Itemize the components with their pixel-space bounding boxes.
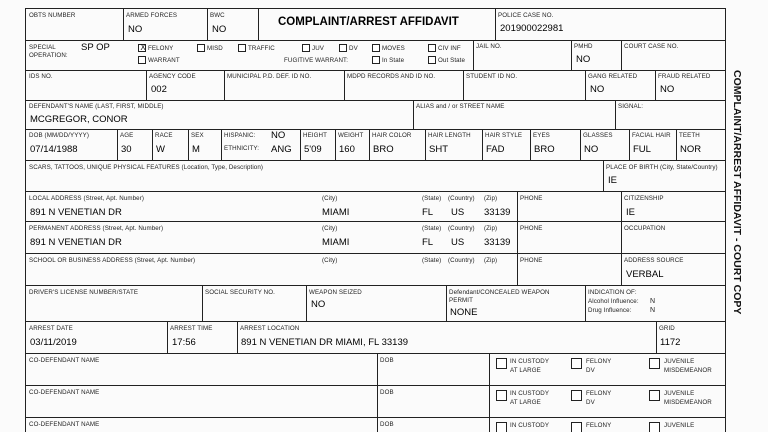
- felony-label: FELONY: [586, 422, 612, 429]
- obts-label: OBTS NUMBER: [29, 12, 76, 19]
- armed-forces-value: NO: [128, 24, 143, 35]
- permanent-state-label: (State): [422, 225, 442, 232]
- civ-inf-label: CIV INF: [438, 45, 461, 52]
- concealed-weapon-label: Defendant/CONCEALED WEAPON: [449, 289, 550, 296]
- in-custody-checkbox[interactable]: [496, 358, 507, 369]
- teeth-label: TEETH: [679, 132, 700, 139]
- bwc-value: NO: [212, 24, 227, 35]
- traffic-checkbox[interactable]: [238, 44, 246, 52]
- defendant-name-value: MCGREGOR, CONOR: [30, 114, 128, 125]
- misd-label: MISD: [207, 45, 223, 52]
- alcohol-influence-label: Alcohol Influence:: [588, 298, 639, 305]
- dv-checkbox[interactable]: [339, 44, 347, 52]
- civ-inf-checkbox[interactable]: [428, 44, 436, 52]
- warrant-label: WARRANT: [148, 57, 180, 64]
- special-operation-value: SP OP: [81, 42, 110, 53]
- court-case-label: COURT CASE NO.: [624, 43, 679, 50]
- moves-checkbox[interactable]: [372, 44, 380, 52]
- place-of-birth-value: IE: [608, 175, 617, 186]
- dv-label: DV: [349, 45, 358, 52]
- local-zip-label: (Zip): [484, 195, 498, 202]
- local-country-label: (Country): [448, 195, 475, 202]
- warrant-checkbox[interactable]: [138, 56, 146, 64]
- police-case-label: POLICE CASE NO.: [498, 12, 554, 19]
- ethnicity-label: ETHNICITY:: [224, 145, 260, 152]
- weapon-seized-label: WEAPON SEIZED: [309, 289, 362, 296]
- sex-label: SEX: [191, 132, 204, 139]
- in-state-label: In State: [382, 57, 405, 64]
- hair-length-value: SHT: [429, 144, 448, 155]
- scars-label: SCARS, TATTOOS, UNIQUE PHYSICAL FEATURES (Location, Type, Description): [29, 164, 264, 171]
- fraud-related-label: FRAUD RELATED: [658, 73, 711, 80]
- traffic-label: TRAFFIC: [248, 45, 275, 52]
- fraud-related-value: NO: [660, 84, 675, 95]
- in-custody-label: IN CUSTODY: [510, 390, 550, 397]
- special-operation-label-1: SPECIAL: [29, 44, 56, 51]
- school-state-label: (State): [422, 257, 442, 264]
- special-operation-label-2: OPERATION:: [29, 52, 68, 59]
- permanent-city-label: (City): [322, 225, 338, 232]
- student-id-label: STUDENT ID NO.: [466, 73, 518, 80]
- misdemeanor-label: MISDEMEANOR: [664, 367, 712, 374]
- drug-influence-label: Drug Influence:: [588, 307, 632, 314]
- permanent-state-value: FL: [422, 237, 434, 248]
- ssn-label: SOCIAL SECURITY NO.: [205, 289, 275, 296]
- weight-value: 160: [339, 144, 355, 155]
- at-large-label: AT LARGE: [510, 399, 541, 406]
- side-title: COMPLAINT/ARREST AFFIDAVIT - COURT COPY: [731, 70, 743, 315]
- juvenile-checkbox[interactable]: [649, 358, 660, 369]
- weapon-seized-value: NO: [311, 299, 326, 310]
- facial-hair-label: FACIAL HAIR: [632, 132, 671, 139]
- ethnicity-value: ANG: [271, 144, 292, 155]
- occupation-label: OCCUPATION: [624, 225, 666, 232]
- hispanic-label: HISPANIC:: [224, 132, 256, 139]
- drug-influence-value: N: [650, 307, 656, 314]
- in-custody-label: IN CUSTODY: [510, 422, 550, 429]
- weight-label: WEIGHT: [338, 132, 364, 139]
- permanent-zip-value: 33139: [484, 237, 511, 248]
- local-country-value: US: [451, 207, 465, 218]
- dob-label: DOB (MM/DD/YYYY): [29, 132, 90, 139]
- permanent-address-label: PERMANENT ADDRESS (Street, Apt. Number): [29, 225, 164, 232]
- arrest-date-value: 03/11/2019: [30, 337, 77, 348]
- race-label: RACE: [155, 132, 173, 139]
- permanent-country-label: (Country): [448, 225, 475, 232]
- codefendant-name-label: CO-DEFENDANT NAME: [29, 421, 100, 428]
- permanent-country-value: US: [451, 237, 465, 248]
- arrest-time-value: 17:56: [172, 337, 196, 348]
- side-title-container: [729, 70, 743, 370]
- arrest-location-label: ARREST LOCATION: [240, 325, 300, 332]
- out-state-checkbox[interactable]: [428, 56, 436, 64]
- local-address-label: LOCAL ADDRESS (Street, Apt. Number): [29, 195, 145, 202]
- gang-related-label: GANG RELATED: [588, 73, 638, 80]
- hair-style-label: HAIR STYLE: [485, 132, 523, 139]
- school-address-label: SCHOOL OR BUSINESS ADDRESS (Street, Apt. Number): [29, 257, 196, 264]
- ids-label: IDS NO.: [29, 73, 53, 80]
- felony-checkbox[interactable]: [571, 390, 582, 401]
- local-zip-value: 33139: [484, 207, 511, 218]
- school-country-label: (Country): [448, 257, 475, 264]
- permanent-zip-label: (Zip): [484, 225, 498, 232]
- felony-label: FELONY: [148, 45, 174, 52]
- codefendant-dob-label: DOB: [380, 421, 394, 428]
- arrest-date-label: ARREST DATE: [29, 325, 73, 332]
- form-title: COMPLAINT/ARREST AFFIDAVIT: [278, 16, 459, 28]
- local-phone-label: PHONE: [520, 195, 543, 202]
- codefendant-dob-label: DOB: [380, 357, 394, 364]
- permanent-address-value: 891 N VENETIAN DR: [30, 237, 122, 248]
- school-phone-label: PHONE: [520, 257, 543, 264]
- facial-hair-value: FUL: [633, 144, 651, 155]
- permanent-phone-label: PHONE: [520, 225, 543, 232]
- age-label: AGE: [120, 132, 134, 139]
- grid-value: 1172: [660, 337, 681, 348]
- felony-checkbox[interactable]: [571, 358, 582, 369]
- felony-checkbox[interactable]: [571, 422, 582, 432]
- misd-checkbox[interactable]: [197, 44, 205, 52]
- codefendant-name-label: CO-DEFENDANT NAME: [29, 357, 100, 364]
- juvenile-label: JUVENILE: [664, 422, 695, 429]
- bwc-label: BWC: [210, 12, 225, 19]
- municipal-id-label: MUNICIPAL P.D. DEF. ID NO.: [227, 73, 312, 80]
- local-city-value: MIAMI: [322, 207, 350, 218]
- glasses-value: NO: [584, 144, 599, 155]
- grid-label: GRID: [659, 325, 675, 332]
- arrest-time-label: ARREST TIME: [170, 325, 213, 332]
- pmhd-label: PMHD: [574, 43, 593, 50]
- local-state-value: FL: [422, 207, 434, 218]
- height-value: 5'09: [304, 144, 322, 155]
- hair-style-value: FAD: [486, 144, 505, 155]
- in-custody-label: IN CUSTODY: [510, 358, 550, 365]
- juv-label: JUV: [312, 45, 324, 52]
- police-case-value: 201900022981: [500, 23, 564, 34]
- felony-label: FELONY: [586, 358, 612, 365]
- school-zip-label: (Zip): [484, 257, 498, 264]
- codefendant-name-label: CO-DEFENDANT NAME: [29, 389, 100, 396]
- alcohol-influence-value: N: [650, 298, 656, 305]
- dob-value: 07/14/1988: [30, 144, 78, 155]
- glasses-label: GLASSES: [583, 132, 613, 139]
- signal-label: SIGNAL:: [618, 103, 644, 110]
- in-custody-checkbox[interactable]: [496, 390, 507, 401]
- hispanic-value: NO: [271, 130, 286, 141]
- hair-color-value: BRO: [373, 144, 394, 155]
- address-source-label: ADDRESS SOURCE: [624, 257, 684, 264]
- felony-check-mark: X: [140, 43, 146, 52]
- local-address-value: 891 N VENETIAN DR: [30, 207, 122, 218]
- hair-length-label: HAIR LENGTH: [428, 132, 471, 139]
- citizenship-label: CITIZENSHIP: [624, 195, 664, 202]
- juvenile-checkbox[interactable]: [649, 390, 660, 401]
- at-large-label: AT LARGE: [510, 367, 541, 374]
- indication-of-label: INDICATION OF:: [588, 289, 637, 296]
- local-city-label: (City): [322, 195, 338, 202]
- permit-label: PERMIT: [449, 297, 473, 304]
- permit-value: NONE: [450, 307, 478, 318]
- felony-checkbox[interactable]: [138, 44, 146, 52]
- gang-related-value: NO: [590, 84, 605, 95]
- jail-no-label: JAIL NO.: [476, 43, 502, 50]
- defendant-name-label: DEFENDANT'S NAME (LAST, FIRST, MIDDLE): [29, 103, 164, 110]
- teeth-value: NOR: [680, 144, 702, 155]
- citizenship-value: IE: [626, 207, 635, 218]
- agency-code-label: AGENCY CODE: [149, 73, 196, 80]
- permanent-city-value: MIAMI: [322, 237, 350, 248]
- address-source-value: VERBAL: [626, 269, 664, 280]
- drivers-license-label: DRIVER'S LICENSE NUMBER/STATE: [29, 289, 139, 296]
- age-value: 30: [121, 144, 132, 155]
- pmhd-value: NO: [576, 54, 591, 65]
- sex-value: M: [192, 144, 200, 155]
- juvenile-label: JUVENILE: [664, 390, 695, 397]
- in-state-checkbox[interactable]: [372, 56, 380, 64]
- felony-label: FELONY: [586, 390, 612, 397]
- misdemeanor-label: MISDEMEANOR: [664, 399, 712, 406]
- in-custody-checkbox[interactable]: [496, 422, 507, 432]
- moves-label: MOVES: [382, 45, 405, 52]
- hair-color-label: HAIR COLOR: [372, 132, 412, 139]
- agency-code-value: 002: [151, 84, 167, 95]
- race-value: W: [156, 144, 165, 155]
- juvenile-checkbox[interactable]: [649, 422, 660, 432]
- juvenile-label: JUVENILE: [664, 358, 695, 365]
- height-label: HEIGHT: [303, 132, 327, 139]
- fugitive-warrant-label: FUGITIVE WARRANT:: [284, 57, 349, 64]
- dv-label: DV: [586, 367, 595, 374]
- affidavit-form: [25, 8, 726, 432]
- juv-checkbox[interactable]: [302, 44, 310, 52]
- out-state-label: Out State: [438, 57, 466, 64]
- eyes-value: BRO: [534, 144, 555, 155]
- codefendant-dob-label: DOB: [380, 389, 394, 396]
- armed-forces-label: ARMED FORCES: [126, 12, 178, 19]
- dv-label: DV: [586, 399, 595, 406]
- eyes-label: EYES: [533, 132, 550, 139]
- arrest-location-value: 891 N VENETIAN DR MIAMI, FL 33139: [241, 337, 409, 348]
- mdpd-id-label: MDPD RECORDS AND ID NO.: [347, 73, 436, 80]
- place-of-birth-label: PLACE OF BIRTH (City, State/Country): [606, 164, 718, 171]
- alias-label: ALIAS and / or STREET NAME: [416, 103, 505, 110]
- school-city-label: (City): [322, 257, 338, 264]
- local-state-label: (State): [422, 195, 442, 202]
